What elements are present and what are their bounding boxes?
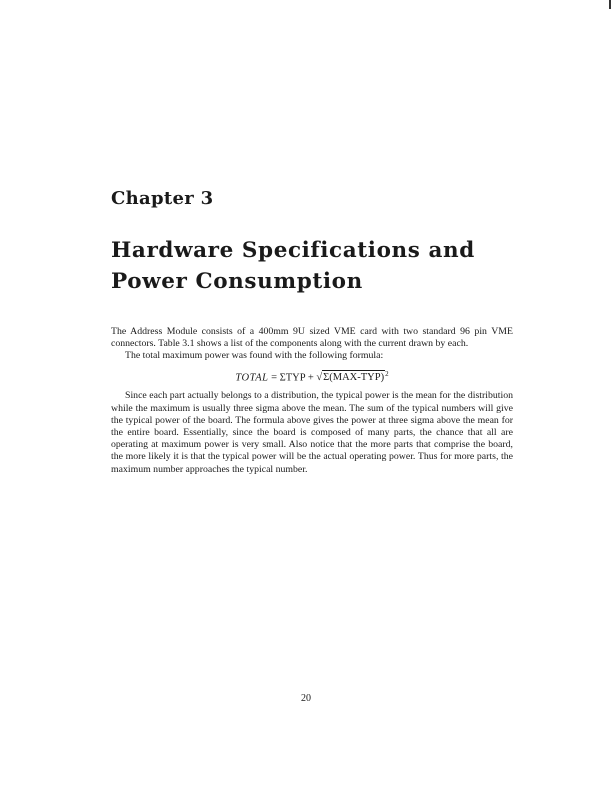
formula-lhs: TOTAL <box>235 372 269 384</box>
body-text <box>111 326 513 476</box>
page-number: 20 <box>301 693 311 704</box>
edge-mark <box>609 0 611 9</box>
formula-equals: = <box>271 372 277 384</box>
formula-plus: + <box>307 372 314 384</box>
power-formula <box>111 368 513 385</box>
radical-sign: √ <box>316 372 323 384</box>
chapter-title-line-1: Hardware Specifications and <box>111 238 475 263</box>
formula-exponent: 2 <box>385 369 389 378</box>
formula-radicand: Σ(MAX-TYP) <box>323 372 385 384</box>
chapter-title-line-2: Power Consumption <box>111 269 363 294</box>
formula-sum-term: ΣTYP <box>279 372 306 384</box>
chapter-label: Chapter 3 <box>111 188 214 209</box>
paragraph-distribution: Since each part actually belongs to a distribution, the typical power is the mean for the distribution while the maximum is usually three sigma above the mean. The sum of the typical numbers will give the typical power of the board. The formula above gives the power at three sigma above the mean for the entire board. Essentially, since the board is composed of many parts, the chance that all are operating at maximum power is very small. Also notice that the more parts that comprise the board, the more likely it is that the typical power will be the actual operating power. Thus for more parts, the maximum number approaches the typical number. <box>111 390 513 475</box>
chapter-title <box>111 235 531 297</box>
paragraph-intro: The Address Module consists of a 400mm 9U sized VME card with two standard 96 pin VME connectors. Table 3.1 shows a list of the components along with the current drawn by each. <box>111 326 513 350</box>
paragraph-formula-intro: The total maximum power was found with the following formula: <box>125 350 384 362</box>
formula-square-root <box>316 372 385 384</box>
